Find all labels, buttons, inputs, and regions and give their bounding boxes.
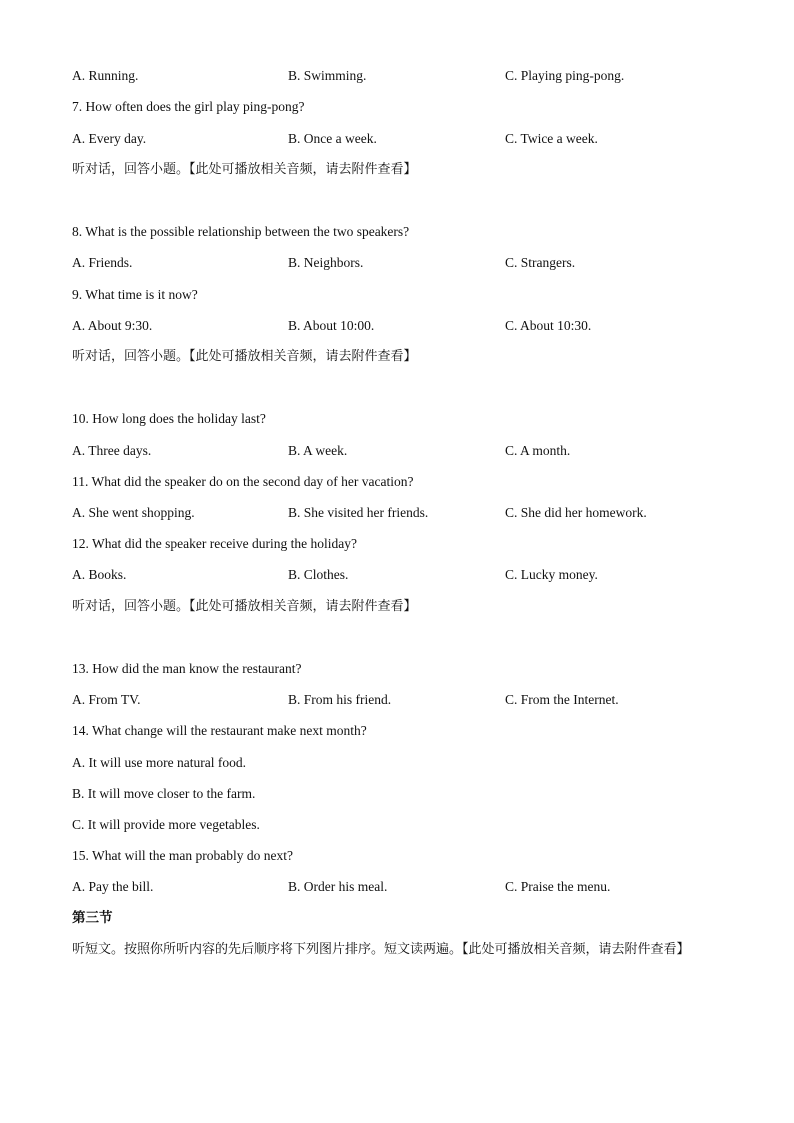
q14-question: 14. What change will the restaurant make next month?: [72, 723, 367, 738]
q6-options: [72, 67, 752, 85]
q9-option-c: C. About 10:30.: [505, 318, 592, 333]
q12-options: [72, 566, 752, 584]
q15-question: 15. What will the man probably do next?: [72, 848, 293, 863]
q14-option-c: C. It will provide more vegetables.: [72, 817, 260, 832]
q10-options: [72, 442, 752, 460]
q7-option-b: B. Once a week.: [288, 131, 377, 146]
q12-option-c: C. Lucky money.: [505, 567, 598, 582]
q13-options: [72, 691, 752, 709]
section3-heading: 第三节: [72, 910, 113, 926]
q13-option-b: B. From his friend.: [288, 692, 392, 707]
section3-instruction: 听短文。按照你所听内容的先后顺序将下列图片排序。短文读两遍。【此处可播放相关音频，请去附件查看】: [72, 942, 690, 957]
q9-question: 9. What time is it now?: [72, 287, 198, 302]
q7-option-a: A. Every day.: [72, 131, 147, 146]
q9-option-b: B. About 10:00.: [288, 318, 375, 333]
q12-option-a: A. Books.: [72, 567, 127, 582]
q13-option-c: C. From the Internet.: [505, 692, 619, 707]
q11-options: [72, 504, 752, 522]
q10-question: 10. How long does the holiday last?: [72, 411, 266, 426]
q14-option-a: A. It will use more natural food.: [72, 755, 246, 770]
q15-option-b: B. Order his meal.: [288, 879, 388, 894]
q6-option-c: C. Playing ping-pong.: [505, 68, 625, 83]
q14-option-b: B. It will move closer to the farm.: [72, 786, 256, 801]
q11-option-c: C. She did her homework.: [505, 505, 647, 520]
q8-option-a: A. Friends.: [72, 255, 133, 270]
q15-option-c: C. Praise the menu.: [505, 879, 611, 894]
q11-question: 11. What did the speaker do on the second day of her vacation?: [72, 474, 414, 489]
q7-question: 7. How often does the girl play ping-pong?: [72, 99, 305, 114]
q8-option-c: C. Strangers.: [505, 255, 576, 270]
q10-option-c: C. A month.: [505, 443, 571, 458]
q10-option-a: A. Three days.: [72, 443, 152, 458]
q9-option-a: A. About 9:30.: [72, 318, 153, 333]
q7-options: [72, 130, 752, 148]
q6-option-a: A. Running.: [72, 68, 139, 83]
q12-option-b: B. Clothes.: [288, 567, 349, 582]
q15-option-a: A. Pay the bill.: [72, 879, 154, 894]
listening-instruction-1: 听对话，回答小题。【此处可播放相关音频，请去附件查看】: [72, 162, 417, 177]
q10-option-b: B. A week.: [288, 443, 348, 458]
q8-question: 8. What is the possible relationship between the two speakers?: [72, 224, 410, 239]
q15-options: [72, 878, 752, 896]
q13-option-a: A. From TV.: [72, 692, 141, 707]
q13-question: 13. How did the man know the restaurant?: [72, 661, 302, 676]
q11-option-b: B. She visited her friends.: [288, 505, 429, 520]
q8-options: [72, 254, 752, 272]
listening-instruction-3: 听对话，回答小题。【此处可播放相关音频，请去附件查看】: [72, 599, 417, 614]
q12-question: 12. What did the speaker receive during the holiday?: [72, 536, 358, 551]
q9-options: [72, 317, 752, 335]
q7-option-c: C. Twice a week.: [505, 131, 598, 146]
listening-instruction-2: 听对话，回答小题。【此处可播放相关音频，请去附件查看】: [72, 349, 417, 364]
q6-option-b: B. Swimming.: [288, 68, 367, 83]
q8-option-b: B. Neighbors.: [288, 255, 364, 270]
q11-option-a: A. She went shopping.: [72, 505, 195, 520]
